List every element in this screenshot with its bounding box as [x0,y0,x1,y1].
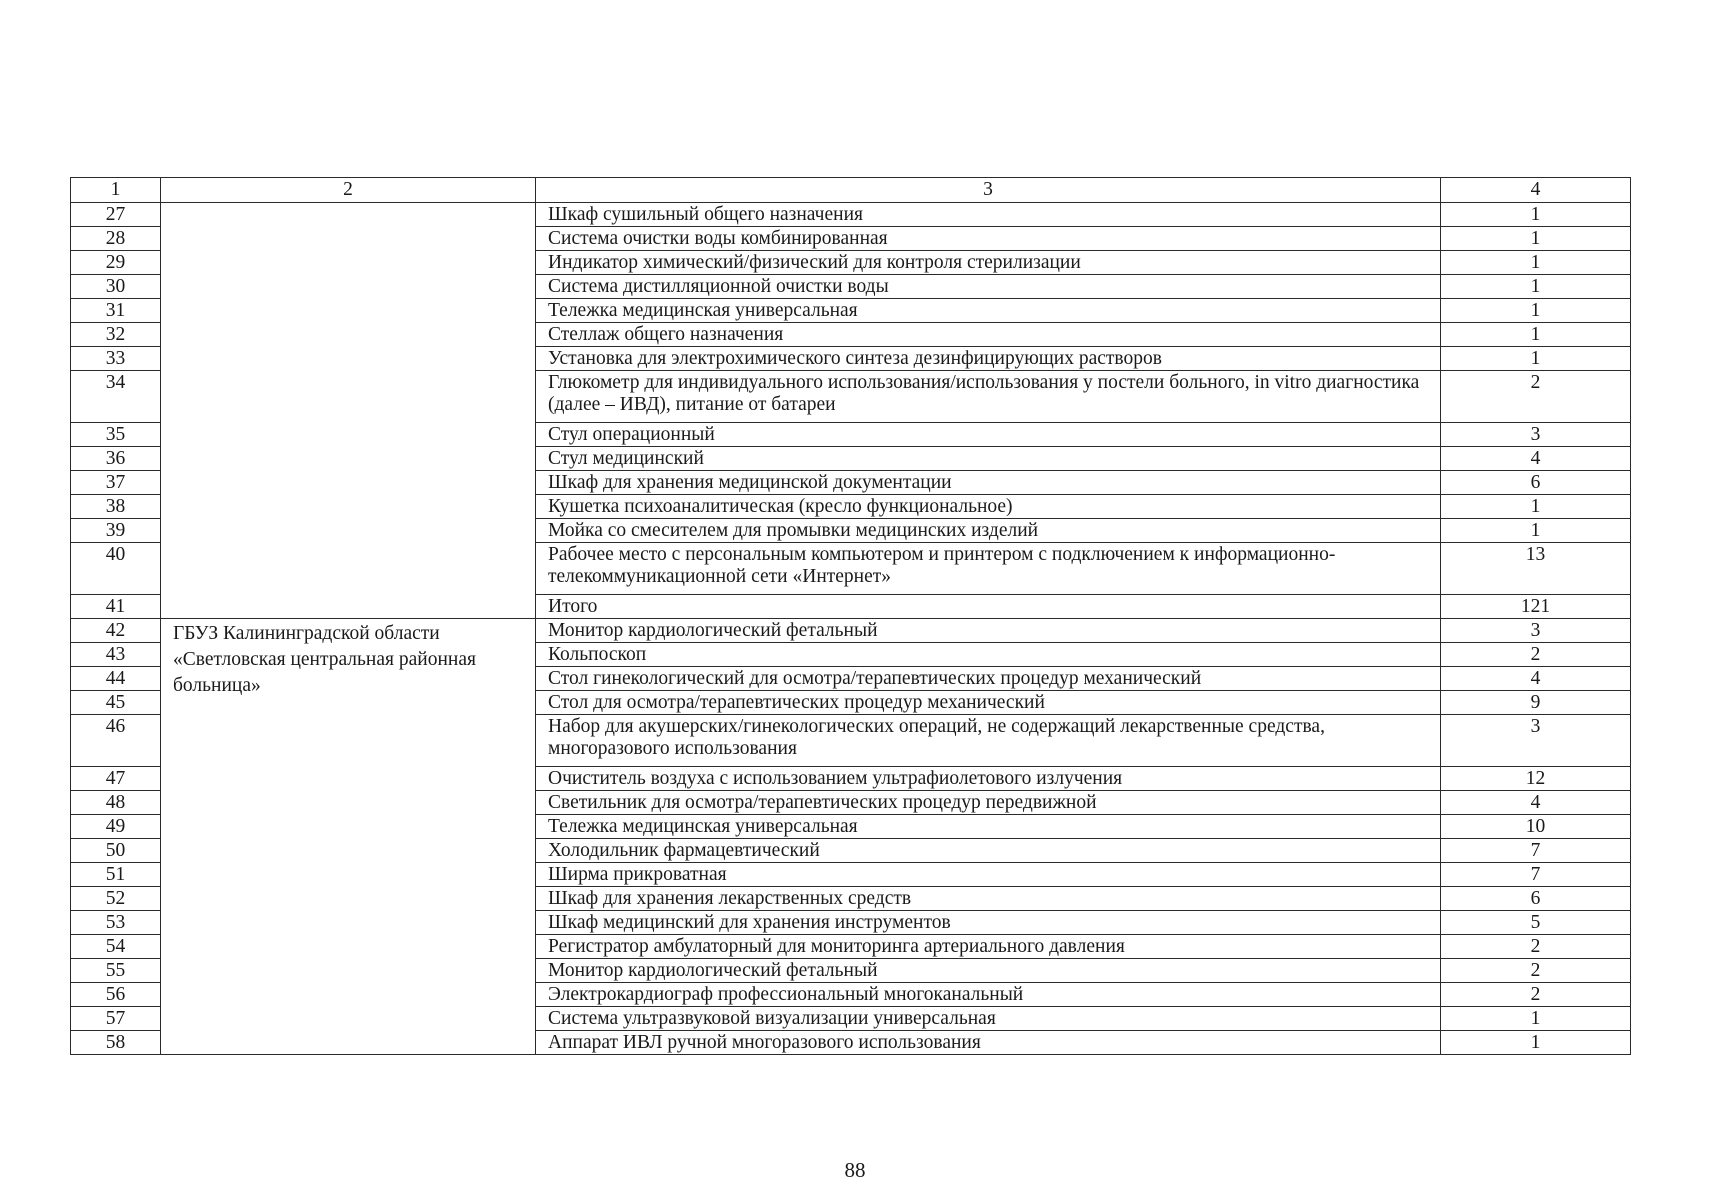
equipment-quantity: 5 [1441,911,1631,935]
equipment-quantity: 4 [1441,667,1631,691]
table-row [71,203,1631,227]
equipment-quantity: 4 [1441,447,1631,471]
equipment-quantity: 1 [1441,519,1631,543]
equipment-quantity: 2 [1441,959,1631,983]
equipment-quantity: 1 [1441,347,1631,371]
equipment-quantity: 10 [1441,815,1631,839]
equipment-quantity: 6 [1441,471,1631,495]
equipment-name: Итого [536,595,1441,619]
organization-cell: ГБУЗ Калининградской области «Светловская центральная районная больница» [161,619,536,1055]
equipment-quantity: 7 [1441,839,1631,863]
row-number: 35 [71,423,161,447]
equipment-name: Ширма прикроватная [536,863,1441,887]
header-col-3: 3 [536,178,1441,203]
equipment-quantity: 3 [1441,715,1631,767]
equipment-quantity: 1 [1441,275,1631,299]
row-number: 39 [71,519,161,543]
equipment-quantity: 2 [1441,371,1631,423]
row-number: 49 [71,815,161,839]
equipment-quantity: 4 [1441,791,1631,815]
equipment-quantity: 1 [1441,299,1631,323]
equipment-quantity: 6 [1441,887,1631,911]
equipment-name: Система ультразвуковой визуализации универсальная [536,1007,1441,1031]
equipment-name: Светильник для осмотра/терапевтических процедур передвижной [536,791,1441,815]
equipment-name: Холодильник фармацевтический [536,839,1441,863]
equipment-name: Шкаф сушильный общего назначения [536,203,1441,227]
equipment-name: Система дистилляционной очистки воды [536,275,1441,299]
equipment-quantity: 2 [1441,935,1631,959]
equipment-name: Стул медицинский [536,447,1441,471]
row-number: 32 [71,323,161,347]
header-col-4: 4 [1441,178,1631,203]
equipment-quantity: 1 [1441,1031,1631,1055]
organization-cell [161,203,536,619]
table-header-row [71,178,1631,203]
row-number: 47 [71,767,161,791]
equipment-name: Система очистки воды комбинированная [536,227,1441,251]
row-number: 53 [71,911,161,935]
equipment-name: Индикатор химический/физический для контроля стерилизации [536,251,1441,275]
equipment-name: Глюкометр для индивидуального использования/использования у постели больного, in vitro диагностика (далее – ИВД), питание от батареи [536,371,1441,423]
row-number: 43 [71,643,161,667]
equipment-name: Аппарат ИВЛ ручной многоразового использования [536,1031,1441,1055]
row-number: 56 [71,983,161,1007]
equipment-name: Регистратор амбулаторный для мониторинга артериального давления [536,935,1441,959]
row-number: 48 [71,791,161,815]
row-number: 30 [71,275,161,299]
page-number: 88 [844,1158,866,1182]
header-col-1: 1 [71,178,161,203]
equipment-name: Монитор кардиологический фетальный [536,959,1441,983]
equipment-name: Кольпоскоп [536,643,1441,667]
header-col-2: 2 [161,178,536,203]
equipment-quantity: 1 [1441,1007,1631,1031]
row-number: 37 [71,471,161,495]
equipment-quantity: 1 [1441,203,1631,227]
equipment-quantity: 2 [1441,643,1631,667]
row-number: 51 [71,863,161,887]
row-number: 58 [71,1031,161,1055]
row-number: 52 [71,887,161,911]
equipment-name: Электрокардиограф профессиональный многоканальный [536,983,1441,1007]
equipment-name: Шкаф для хранения лекарственных средств [536,887,1441,911]
row-number: 55 [71,959,161,983]
equipment-quantity: 2 [1441,983,1631,1007]
equipment-quantity: 1 [1441,227,1631,251]
equipment-quantity: 9 [1441,691,1631,715]
row-number: 40 [71,543,161,595]
equipment-quantity: 1 [1441,495,1631,519]
row-number: 57 [71,1007,161,1031]
row-number: 54 [71,935,161,959]
equipment-table [70,177,1631,1055]
row-number: 38 [71,495,161,519]
table-row [71,619,1631,643]
equipment-name: Установка для электрохимического синтеза дезинфицирующих растворов [536,347,1441,371]
equipment-name: Стул операционный [536,423,1441,447]
equipment-name: Тележка медицинская универсальная [536,299,1441,323]
equipment-name: Шкаф медицинский для хранения инструментов [536,911,1441,935]
row-number: 41 [71,595,161,619]
equipment-quantity: 1 [1441,251,1631,275]
equipment-name: Шкаф для хранения медицинской документации [536,471,1441,495]
row-number: 28 [71,227,161,251]
equipment-quantity: 121 [1441,595,1631,619]
equipment-quantity: 13 [1441,543,1631,595]
equipment-name: Стеллаж общего назначения [536,323,1441,347]
row-number: 44 [71,667,161,691]
equipment-name: Монитор кардиологический фетальный [536,619,1441,643]
row-number: 29 [71,251,161,275]
row-number: 27 [71,203,161,227]
row-number: 31 [71,299,161,323]
equipment-name: Очиститель воздуха с использованием ультрафиолетового излучения [536,767,1441,791]
equipment-name: Рабочее место с персональным компьютером и принтером с подключением к информационно-телекоммуникационной сети «Интернет» [536,543,1441,595]
row-number: 33 [71,347,161,371]
equipment-name: Кушетка психоаналитическая (кресло функциональное) [536,495,1441,519]
row-number: 42 [71,619,161,643]
equipment-quantity: 1 [1441,323,1631,347]
row-number: 36 [71,447,161,471]
row-number: 34 [71,371,161,423]
row-number: 46 [71,715,161,767]
equipment-quantity: 12 [1441,767,1631,791]
equipment-quantity: 3 [1441,619,1631,643]
equipment-name: Мойка со смесителем для промывки медицинских изделий [536,519,1441,543]
equipment-name: Набор для акушерских/гинекологических операций, не содержащий лекарственные средства, многоразового использования [536,715,1441,767]
equipment-quantity: 3 [1441,423,1631,447]
equipment-name: Тележка медицинская универсальная [536,815,1441,839]
equipment-quantity: 7 [1441,863,1631,887]
equipment-name: Стол для осмотра/терапевтических процедур механический [536,691,1441,715]
row-number: 45 [71,691,161,715]
row-number: 50 [71,839,161,863]
equipment-name: Стол гинекологический для осмотра/терапевтических процедур механический [536,667,1441,691]
